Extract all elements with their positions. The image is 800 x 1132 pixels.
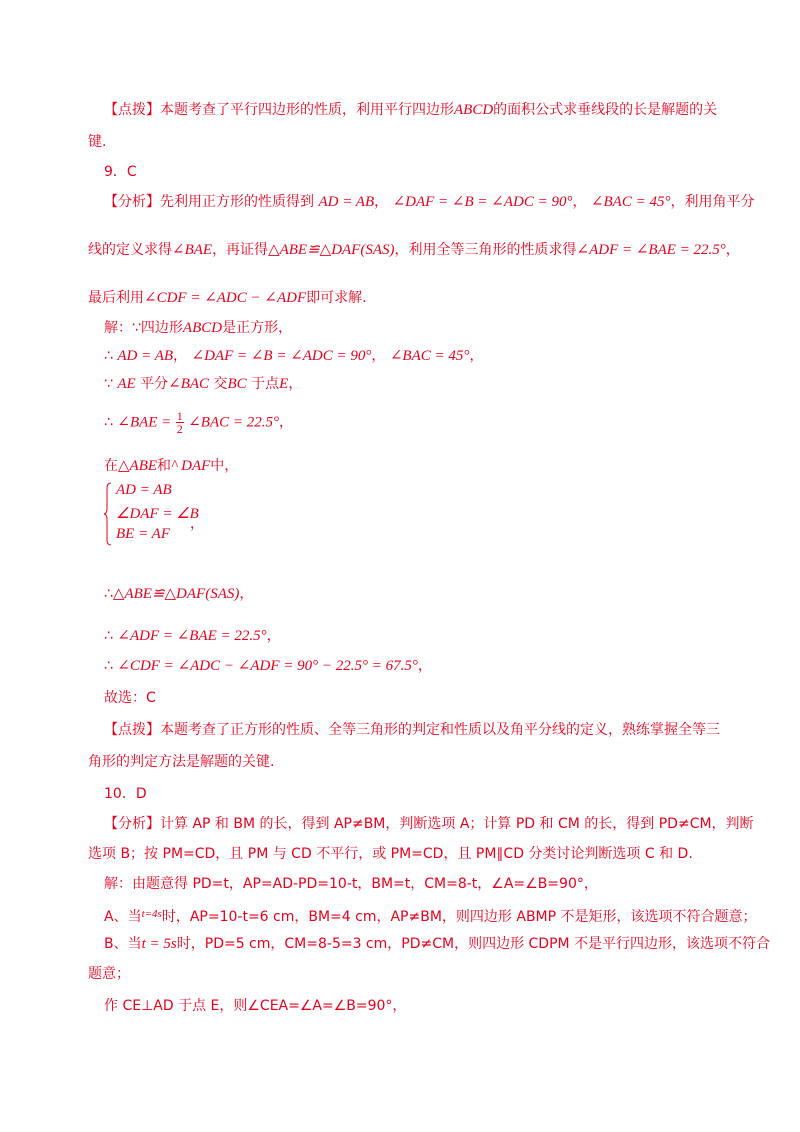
math-span: ∠BAC = 22.5° xyxy=(188,414,279,431)
math-span: ABCD xyxy=(454,102,494,118)
text-span: B、当 xyxy=(104,936,142,952)
text-span: ∴ xyxy=(104,586,113,602)
text-span: 在 xyxy=(104,458,118,474)
math-span: ABCD xyxy=(182,320,223,336)
text-span: 最后利用 xyxy=(88,290,144,306)
solution-line-5 xyxy=(104,456,238,476)
text-span: 于点 xyxy=(251,376,280,392)
analysis-line-2: 线的定义求得∠BAE，再证得△ABE≌△DAF(SAS)，利用全等三角形的性质求得∠ADF = ∠BAE = 22.5°， xyxy=(88,242,740,258)
text-span: 是正方形， xyxy=(222,320,293,336)
text-span: ∴ xyxy=(104,628,113,644)
math-span: ∠ADF = ∠BAE = 22.5° xyxy=(117,628,267,644)
system-row-1: AD = AB xyxy=(116,482,172,498)
solution10-line-2 xyxy=(104,904,757,927)
text-span: 平分 xyxy=(140,376,169,392)
math-span: ^ DAF xyxy=(171,458,211,474)
math-span: (SAS) xyxy=(205,586,240,602)
math-span: ∠CDF = ∠ADC − ∠ADF = 90° − 22.5° = 67.5° xyxy=(117,658,418,674)
hint2-line-1: 【点拨】本题考查了正方形的性质、全等三角形的判定和性质以及角平分线的定义，熟练掌握全等三 xyxy=(104,722,720,738)
math-span: t = 5s xyxy=(141,936,177,952)
math-span: △ABE≌△DAF xyxy=(112,586,206,602)
solution10-line-5: 作 CE⊥AD 于点 E，则∠CEA=∠A=∠B=90°， xyxy=(104,998,407,1014)
text-span: 【分析】先利用正方形的性质得到 xyxy=(104,194,314,210)
math-span: (SAS) xyxy=(360,242,395,258)
math-span: E xyxy=(279,376,289,392)
system-comma: ， xyxy=(190,516,204,532)
text-span: ∴ xyxy=(104,658,113,674)
solution-choice: 故选：C xyxy=(104,690,156,706)
solution10-line-1: 解：由题意得 PD=t，AP=AD-PD=10-t，BM=t，CM=8-t，∠A=∠B=90°， xyxy=(104,876,598,892)
text-span: 中， xyxy=(210,458,239,474)
fraction-one-half xyxy=(176,410,184,435)
math-span: △ABE≌△DAF xyxy=(268,242,361,258)
math-span: t=4s xyxy=(141,908,162,920)
analysis-line-1: 【分析】先利用正方形的性质得到 AD = AB， ∠DAF = ∠B = ∠ADC = 90°， ∠BAC = 45°，利用角平分 xyxy=(104,194,755,210)
fraction-denominator: 2 xyxy=(176,422,183,436)
text-span: 时，AP=10-t=6 cm，BM=4 cm，AP≠BM，则四边形 ABMP 不是矩形，该选项不符合题意； xyxy=(161,909,757,925)
text-span: 的面积公式求垂线段的长是解题的关 xyxy=(493,102,718,118)
analysis10-line-1: 【分析】计算 AP 和 BM 的长，得到 AP≠BM，判断选项 A；计算 PD 和 CM 的长，得到 PD≠CM，判断 xyxy=(104,816,754,832)
text-span: 【点拨】本题考查了平行四边形的性质，利用平行四边形 xyxy=(104,102,454,118)
solution-line-8: ∴ ∠CDF = ∠ADC − ∠ADF = 90° − 22.5° = 67.5°， xyxy=(104,658,432,674)
system-row-3: BE = AF xyxy=(116,526,171,542)
analysis-line-3 xyxy=(88,288,367,308)
text-span: ，再证得 xyxy=(212,242,269,258)
text-span: ∴ xyxy=(104,348,113,364)
hint2-line-2: 角形的判定方法是解题的关键. xyxy=(88,754,275,770)
math-span: ∠BAC xyxy=(168,376,210,392)
text-span: 时，PD=5 cm，CM=8-5=3 cm，PD≠CM，则四边形 CDPM 不是平行四边形，该选项不符合 xyxy=(176,936,771,952)
text-span: ∵ xyxy=(104,376,113,392)
fraction-numerator: 1 xyxy=(176,409,183,423)
solution-line-4: ∴ ∠BAE = $\frac{1}{2}$ ∠BAC = 22.5°， xyxy=(104,409,293,436)
text-span: ，利用角平分 xyxy=(670,194,755,210)
text-span: 交 xyxy=(213,376,228,392)
system-row-2: ∠DAF = ∠B xyxy=(116,506,199,522)
math-span: △ABE xyxy=(118,458,158,474)
math-span: ∠BAC = 45° xyxy=(389,348,470,364)
math-span: AE xyxy=(117,376,136,392)
math-span: ∠ADF = ∠BAE = 22.5° xyxy=(576,242,726,258)
text-span: 线的定义求得 xyxy=(88,242,172,258)
math-span: ∠BAC = 45° xyxy=(590,194,671,210)
solution-line-1 xyxy=(104,318,292,338)
equation-system xyxy=(104,482,224,546)
math-span: AD = AB xyxy=(117,348,174,364)
math-span: AD = AB xyxy=(318,194,375,210)
math-span: BC xyxy=(227,376,247,392)
solution10-line-3 xyxy=(104,934,770,954)
math-span: ∠CDF = ∠ADC − ∠ADF xyxy=(144,290,307,306)
math-span: ∠DAF = ∠B = ∠ADC = 90° xyxy=(392,194,573,210)
solution-line-2: ∴ AD = AB， ∠DAF = ∠B = ∠ADC = 90°， ∠BAC = 45°， xyxy=(104,348,484,364)
text-span: 即可求解. xyxy=(306,290,367,306)
left-brace-icon xyxy=(104,482,112,546)
text-span: ∴ xyxy=(104,414,113,431)
text-span: A、当 xyxy=(104,909,142,925)
math-span: ∠BAE xyxy=(172,242,213,258)
solution-line-3: ∵ AE 平分∠BAC 交BC 于点E， xyxy=(104,376,303,392)
text-span: ，利用全等三角形的性质求得 xyxy=(394,242,577,258)
solution-line-6: ∴△ABE≌△DAF(SAS)， xyxy=(104,586,254,602)
text-span: 和 xyxy=(157,458,172,474)
question-9-answer: 9．C xyxy=(104,164,137,180)
hint-line-2: 键. xyxy=(88,134,107,150)
question-10-answer: 10．D xyxy=(104,786,147,802)
solution10-line-4: 题意； xyxy=(88,966,130,982)
analysis10-line-2: 选项 B；按 PM=CD，且 PM 与 CD 不平行，或 PM=CD，且 PM∥CD 分类讨论判断选项 C 和 D. xyxy=(88,846,693,862)
solution-line-7: ∴ ∠ADF = ∠BAE = 22.5°， xyxy=(104,628,281,644)
text-span: 解：∵四边形 xyxy=(104,320,183,336)
math-span: ∠BAE = xyxy=(117,414,172,431)
hint-line-1 xyxy=(104,100,717,120)
math-span: ∠DAF = ∠B = ∠ADC = 90° xyxy=(191,348,372,364)
